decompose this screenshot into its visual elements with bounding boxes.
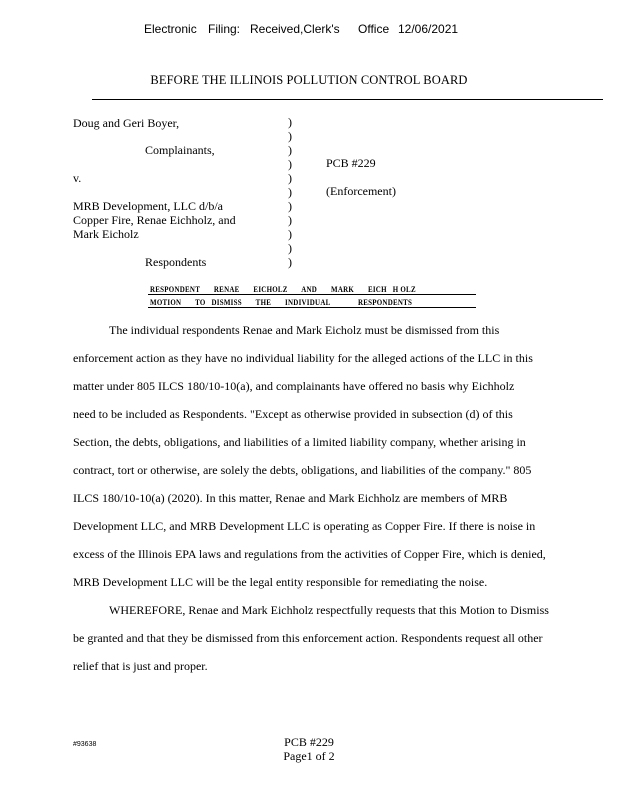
respondents-label: Respondents bbox=[145, 255, 207, 269]
motion-heading-line-2: MOTION TO DISMISS THE INDIVIDUAL RESPONDENTS bbox=[150, 297, 413, 307]
body-line-3: matter under 805 ILCS 180/10-10(a), and complainants have offered no basis why Eichholz bbox=[73, 379, 515, 393]
case-number: PCB #229 bbox=[326, 156, 376, 170]
footer-doc-id: #93638 bbox=[73, 741, 97, 748]
caption-parentheses: ) ) ) ) ) ) ) ) ) ) ) bbox=[288, 115, 292, 269]
stamp-filing: Filing: bbox=[208, 22, 241, 36]
body-line-4: need to be included as Respondents. "Except as otherwise provided in subsection (d) of this bbox=[73, 407, 513, 421]
body-line-7: ILCS 180/10-10(a) (2020). In this matter, Renae and Mark Eichholz are members of MRB bbox=[73, 491, 508, 505]
body-line-13: relief that is just and proper. bbox=[73, 659, 208, 673]
complainants-names: Doug and Geri Boyer, bbox=[73, 116, 180, 130]
case-type: (Enforcement) bbox=[326, 184, 396, 198]
footer-case-number: PCB #229 bbox=[284, 735, 334, 749]
complainants-label: Complainants, bbox=[145, 143, 215, 157]
body-line-2: enforcement action as they have no individual liability for the alleged actions of the LLC in this bbox=[73, 351, 533, 365]
stamp-received: Received,Clerk's bbox=[250, 22, 340, 36]
stamp-date: 12/06/2021 bbox=[398, 22, 459, 36]
heading-underline-2 bbox=[148, 307, 476, 308]
title-divider bbox=[92, 99, 603, 100]
stamp-electronic: Electronic bbox=[144, 22, 197, 36]
respondents-line-3: Mark Eicholz bbox=[73, 227, 139, 241]
document-title: BEFORE THE ILLINOIS POLLUTION CONTROL BOARD bbox=[150, 73, 468, 87]
stamp-office: Office bbox=[358, 22, 390, 36]
motion-heading-line-1: RESPONDENT RENAE EICHOLZ AND MARK EICH H OLZ bbox=[150, 284, 416, 294]
body-line-1: The individual respondents Renae and Mark Eicholz must be dismissed from this bbox=[109, 323, 500, 337]
body-line-9: excess of the Illinois EPA laws and regulations from the activities of Copper Fire, which is denied, bbox=[73, 547, 546, 561]
respondents-line-2: Copper Fire, Renae Eichholz, and bbox=[73, 213, 236, 227]
body-line-5: Section, the debts, obligations, and liabilities of a limited liability company, whether arising in bbox=[73, 435, 526, 449]
versus-label: v. bbox=[73, 171, 82, 185]
body-line-11: WHEREFORE, Renae and Mark Eichholz respectfully requests that this Motion to Dismiss bbox=[109, 603, 549, 617]
body-line-12: be granted and that they be dismissed from this enforcement action. Respondents request all other bbox=[73, 631, 543, 645]
body-line-6: contract, tort or otherwise, are solely the debts, obligations, and liabilities of the company." 805 bbox=[73, 463, 532, 477]
body-line-10: MRB Development LLC will be the legal entity responsible for remediating the noise. bbox=[73, 575, 488, 589]
respondents-line-1: MRB Development, LLC d/b/a bbox=[73, 199, 223, 213]
heading-underline-1 bbox=[148, 294, 476, 295]
body-line-8: Development LLC, and MRB Development LLC is operating as Copper Fire. If there is noise in bbox=[73, 519, 536, 533]
footer-page-number: Page1 of 2 bbox=[283, 749, 335, 763]
